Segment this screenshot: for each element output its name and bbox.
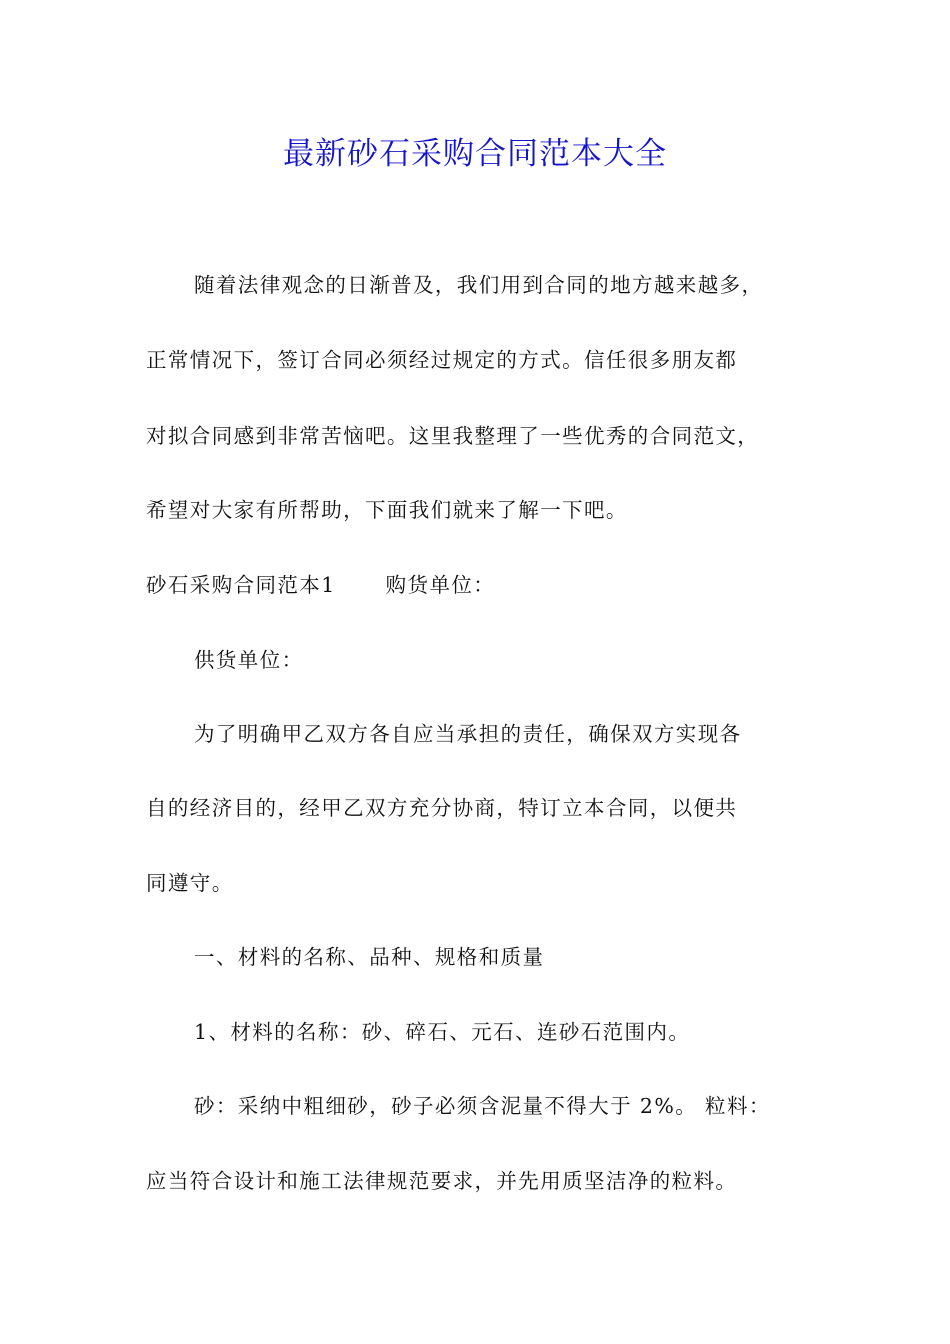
contract-sample-heading: 砂石采购合同范本1 [146, 573, 336, 597]
paragraph-line: 正常情况下，签订合同必须经过规定的方式。信任很多朋友都 [146, 348, 738, 372]
buyer-label: 购货单位： [385, 573, 496, 597]
paragraph-line: 随着法律观念的日渐普及，我们用到合同的地方越来越多， [194, 273, 764, 297]
paragraph-line: 砂：采纳中粗细砂，砂子必须含泥量不得大于 2%。 粒料： [194, 1094, 771, 1118]
paragraph-line: 希望对大家有所帮助，下面我们就来了解一下吧。 [146, 498, 628, 522]
paragraph-line: 1、材料的名称：砂、碎石、元石、连砂石范围内。 [194, 1020, 691, 1044]
paragraph-line: 自的经济目的，经甲乙双方充分协商，特订立本合同，以便共 [146, 796, 738, 820]
section-heading: 一、材料的名称、品种、规格和质量 [194, 945, 545, 969]
document-title: 最新砂石采购合同范本大全 [283, 136, 667, 172]
section-heading-line [146, 570, 495, 600]
paragraph-line: 为了明确甲乙双方各自应当承担的责任，确保双方实现各 [194, 722, 742, 746]
paragraph-line: 同遵守。 [146, 871, 234, 895]
paragraph-line: 应当符合设计和施工法律规范要求，并先用质坚洁净的粒料。 [146, 1169, 738, 1193]
supplier-label: 供货单位： [194, 648, 304, 672]
paragraph-line: 对拟合同感到非常苦恼吧。这里我整理了一些优秀的合同范文， [146, 424, 760, 448]
